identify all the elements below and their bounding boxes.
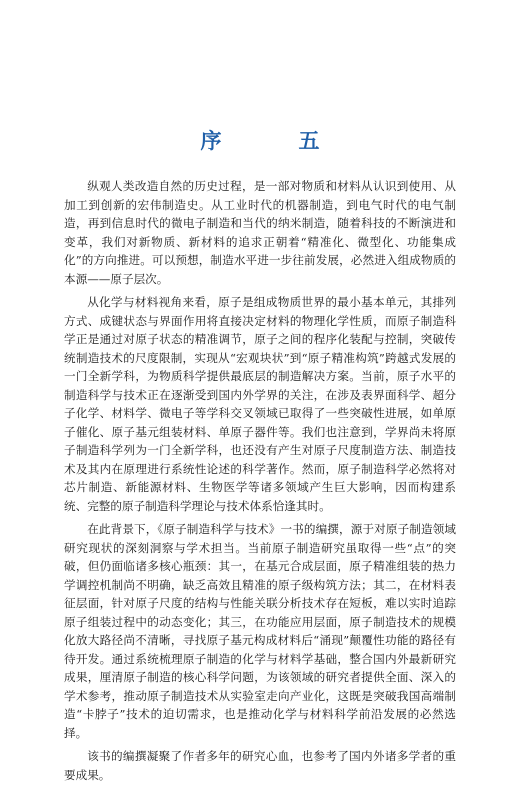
body-text — [64, 177, 456, 789]
paragraph-4: 该书的编撰凝聚了作者多年的研究心血，也参考了国内外诸多学者的重要成果。 — [64, 749, 456, 782]
paragraph-3: 在此背景下，《原子制造科学与技术》一书的编撰，源于对原子制造领域研究现状的深刻洞察与学术担当。当前原子制造研究虽取得一些“点”的突破，但仍面临诸多核心瓶颈：其一，在基元合成层面，原子精准组装的热力学调控机制尚不明确，缺乏高效且精准的原子级构筑方法；其二，在材料表征层面，针对原子尺度的结构与性能关联分析技术存在短板，难以实时追踪原子组装过程中的动态变化；其三，在功能应用层面，原子制造技术的规模化放大路径尚不清晰，寻找原子基元构成材料后“涌现”颠覆性功能的路径有待开发。通过系统梳理原子制造的化学与材料学基础，整合国内外最新研究成果，厘清原子制造的核心科学问题，为该领域的研究者提供全面、深入的学术参考，推动原子制造技术从实验室走向产业化，这既是突破我国高端制造“卡脖子”技术的迫切需求，也是推动化学与材料科学前沿发展的必然选择。 — [64, 522, 456, 740]
page-title: 序 五 — [200, 129, 348, 153]
paragraph-1: 纵观人类改造自然的历史过程，是一部对物质和材料从认识到使用、从加工到创新的宏伟制造史。从工业时代的机器制造，到电气时代的电气制造，再到信息时代的微电子制造和当代的纳米制造，随着科技的不断演进和变革，我们对新物质、新材料的追求正朝着“精准化、微型化、功能集成化”的方向推进。可以预想，制造水平进一步往前发展，必然进入组成物质的本源——原子层次。 — [64, 179, 456, 286]
paragraph-2: 从化学与材料视角来看，原子是组成物质世界的最小基本单元，其排列方式、成键状态与界面作用将直接决定材料的物理化学性质，而原子制造科学正是通过对原子状态的精准调节，原子之间的程序化装配与控制，突破传统制造技术的尺度限制，实现从“宏观块状”到“原子精准构筑”跨越式发展的一门全新学科，为物质科学提供最底层的制造解决方案。当前，原子水平的制造科学与技术正在逐渐受到国内外学界的关注，在涉及表界面科学、超分子化学、材料学、微电子等学科交叉领域已取得了一些突破性进展，如单原子催化、原子基元组装材料、单原子器件等。我们也注意到，学界尚未将原子制造科学列为一门全新学科，也还没有产生对原子尺度制造方法、制造技术及其内在原理进行系统性论述的科学著作。然而，原子制造科学必然将对芯片制造、新能源材料、生物医学等诸多领域产生巨大影响，因而构建系统、完整的原子制造科学理论与技术体系恰逢其时。 — [64, 295, 456, 513]
